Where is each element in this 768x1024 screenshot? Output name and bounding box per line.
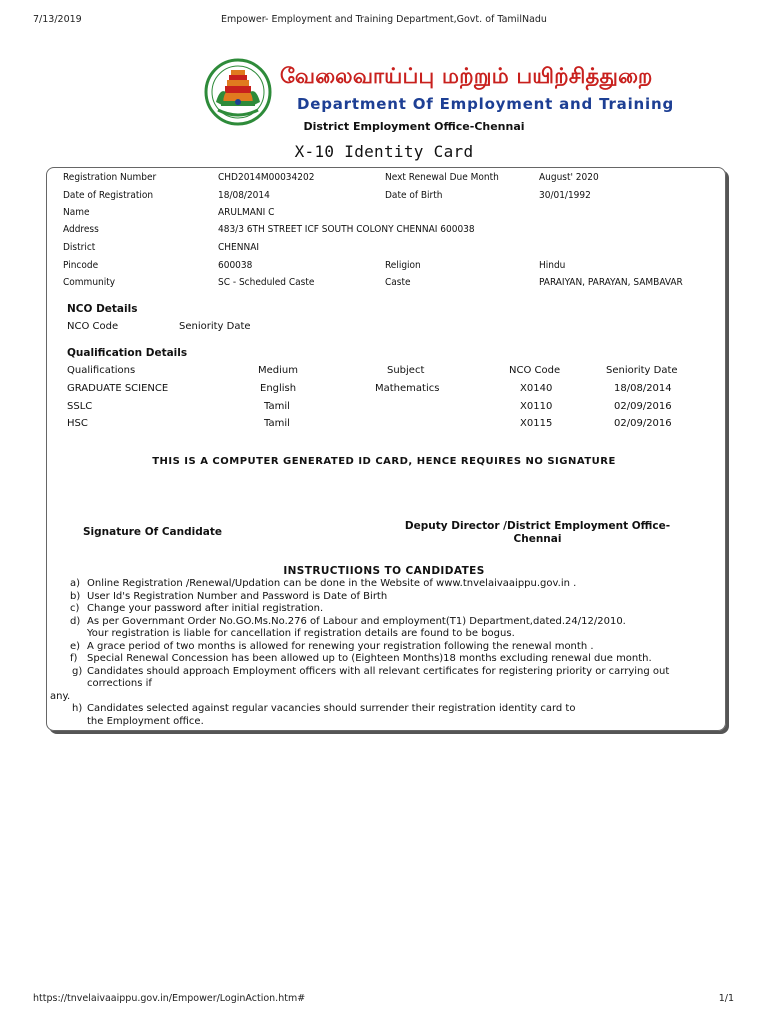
qual-header-nco-code: NCO Code — [509, 365, 561, 376]
instruction-item-continued: the Employment office. — [87, 715, 204, 727]
dob-label: Date of Birth — [385, 190, 443, 201]
qualification-details-title: Qualification Details — [67, 347, 188, 359]
caste-label: Caste — [385, 277, 411, 288]
district-label: District — [63, 242, 96, 253]
instruction-item: b) User Id's Registration Number and Password is Date of Birth — [70, 590, 388, 602]
reg-date-value: 18/08/2014 — [218, 190, 270, 201]
qual-header-qualifications: Qualifications — [67, 365, 136, 376]
district-value: CHENNAI — [218, 242, 259, 253]
qual-subject: Mathematics — [375, 383, 440, 394]
pincode-label: Pincode — [63, 260, 99, 271]
card-title: X-10 Identity Card — [294, 142, 474, 161]
qual-name: GRADUATE SCIENCE — [67, 383, 169, 394]
nco-seniority-label: Seniority Date — [179, 321, 251, 332]
instruction-item: h) Candidates selected against regular vacancies should surrender their registration identity card to — [72, 703, 576, 714]
officer-signature-label — [395, 520, 680, 546]
qual-nco-code: X0110 — [520, 401, 553, 412]
instruction-item: d) As per Governmant Order No.GO.Ms.No.276 of Labour and employment(T1) Department,dated.24/12/2010. — [70, 615, 626, 627]
computer-generated-notice: THIS IS A COMPUTER GENERATED ID CARD, HENCE REQUIRES NO SIGNATURE — [152, 456, 616, 467]
print-url: https://tnvelaivaaippu.gov.in/Empower/LoginAction.htm# — [33, 993, 306, 1004]
community-label: Community — [63, 277, 116, 288]
renewal-label: Next Renewal Due Month — [385, 172, 499, 183]
tamil-department-title: வேலைவாய்ப்பு மற்றும் பயிற்சித்துறை — [280, 64, 653, 88]
instructions-title: INSTRUCTIIONS TO CANDIDATES — [283, 565, 485, 577]
reg-date-label: Date of Registration — [63, 190, 154, 201]
address-label: Address — [63, 224, 99, 235]
qual-seniority: 02/09/2016 — [614, 401, 672, 412]
office-title: District Employment Office-Chennai — [303, 120, 525, 133]
instruction-item: g) Candidates should approach Employment officers with all relevant certificates for registering priority or carrying out corrections if — [72, 665, 670, 689]
qual-medium: Tamil — [264, 401, 290, 412]
name-label: Name — [63, 207, 90, 218]
instruction-item-continued: Your registration is liable for cancellation if registration details are found to be bogus. — [87, 628, 515, 639]
qual-header-medium: Medium — [258, 365, 298, 376]
qual-name: SSLC — [67, 401, 93, 412]
religion-value: Hindu — [539, 260, 566, 271]
qual-nco-code: X0140 — [520, 383, 553, 394]
tamil-nadu-emblem-icon — [204, 58, 272, 126]
address-value: 483/3 6TH STREET ICF SOUTH COLONY CHENNAI 600038 — [218, 224, 475, 235]
instruction-item: e) A grace period of two months is allowed for renewing your registration following the renewal month . — [70, 640, 594, 652]
instruction-item: c) Change your password after initial registration. — [70, 603, 324, 614]
print-title: Empower- Employment and Training Department,Govt. of TamilNadu — [221, 14, 547, 25]
officer-title-line2: Chennai — [513, 533, 562, 545]
qual-seniority: 18/08/2014 — [614, 383, 672, 394]
nco-details-title: NCO Details — [67, 303, 138, 315]
reg-no-value: CHD2014M00034202 — [218, 172, 315, 183]
qual-name: HSC — [67, 418, 88, 429]
dob-value: 30/01/1992 — [539, 190, 591, 201]
print-date: 7/13/2019 — [33, 14, 82, 25]
page-number: 1/1 — [718, 993, 734, 1004]
qual-nco-code: X0115 — [520, 418, 553, 429]
candidate-signature-label: Signature Of Candidate — [83, 526, 222, 538]
renewal-value: August' 2020 — [539, 172, 599, 183]
qual-header-seniority: Seniority Date — [606, 365, 678, 376]
reg-no-label: Registration Number — [63, 172, 157, 183]
instruction-item-continued: any. — [50, 690, 71, 702]
qual-medium: Tamil — [264, 418, 290, 429]
instruction-item: a) Online Registration /Renewal/Updation can be done in the Website of www.tnvelaivaaippu.gov.in . — [70, 578, 577, 589]
officer-title-line1: Deputy Director /District Employment Office- — [404, 520, 671, 532]
qual-medium: English — [260, 383, 297, 394]
religion-label: Religion — [385, 260, 421, 271]
community-value: SC - Scheduled Caste — [218, 277, 315, 288]
qual-header-subject: Subject — [387, 365, 425, 376]
name-value: ARULMANI C — [218, 207, 275, 218]
instructions-list — [50, 578, 715, 728]
qual-seniority: 02/09/2016 — [614, 418, 672, 429]
nco-code-label: NCO Code — [67, 321, 119, 332]
instruction-item: f) Special Renewal Concession has been allowed up to (Eighteen Months)18 months excluding renewal due month. — [70, 653, 652, 664]
pincode-value: 600038 — [218, 260, 253, 271]
caste-value: PARAIYAN, PARAYAN, SAMBAVAR — [539, 277, 683, 288]
department-title: Department Of Employment and Training — [297, 95, 674, 113]
